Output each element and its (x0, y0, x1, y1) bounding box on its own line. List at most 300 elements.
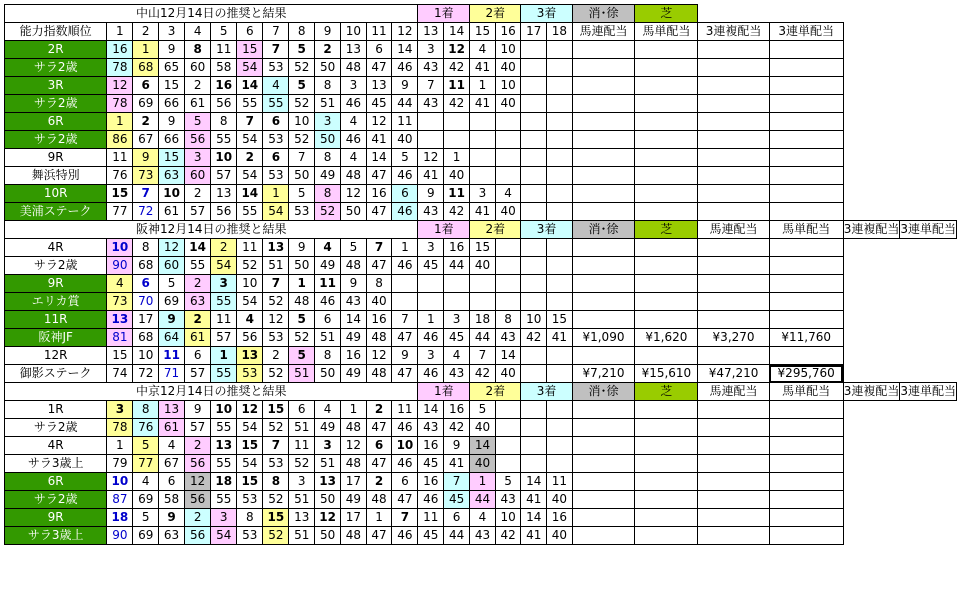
ability-index[interactable]: 48 (289, 293, 315, 311)
horse-number[interactable]: 2 (185, 275, 211, 293)
ability-index[interactable]: 46 (418, 365, 444, 383)
horse-number[interactable]: 4 (495, 185, 521, 203)
ability-index[interactable]: 78 (107, 59, 133, 77)
payout-spacer[interactable] (769, 509, 843, 527)
empty-cell[interactable] (470, 131, 496, 149)
race-name[interactable]: エリカ賞 (5, 293, 107, 311)
horse-number[interactable]: 11 (211, 41, 237, 59)
race-number[interactable]: 10R (5, 185, 107, 203)
ability-index[interactable]: 51 (289, 491, 315, 509)
ability-index[interactable]: 51 (289, 365, 315, 383)
empty-cell[interactable] (521, 77, 547, 95)
ability-index[interactable]: 52 (237, 257, 263, 275)
horse-number[interactable]: 11 (211, 311, 237, 329)
ability-index[interactable]: 40 (392, 131, 418, 149)
ability-index[interactable]: 74 (107, 365, 133, 383)
ability-index[interactable]: 77 (133, 455, 159, 473)
payout-value[interactable]: ¥7,210 (572, 365, 635, 383)
payout-spacer[interactable] (572, 311, 635, 329)
empty-cell[interactable] (495, 113, 521, 131)
payout-spacer[interactable] (572, 401, 635, 419)
payout-value[interactable] (572, 455, 635, 473)
horse-number[interactable]: 14 (392, 41, 418, 59)
ability-index[interactable]: 50 (315, 59, 341, 77)
payout-spacer[interactable] (698, 185, 769, 203)
horse-number[interactable]: 11 (159, 347, 185, 365)
horse-number[interactable]: 13 (341, 41, 367, 59)
horse-number[interactable]: 6 (159, 473, 185, 491)
ability-index[interactable]: 47 (366, 419, 392, 437)
ability-index[interactable]: 42 (444, 203, 470, 221)
payout-value[interactable] (572, 491, 635, 509)
horse-number[interactable]: 1 (366, 509, 392, 527)
ability-index[interactable]: 40 (495, 95, 521, 113)
ability-index[interactable]: 45 (418, 527, 444, 545)
horse-number[interactable]: 2 (185, 437, 211, 455)
horse-number[interactable]: 6 (263, 113, 289, 131)
empty-cell[interactable] (547, 365, 573, 383)
payout-spacer[interactable] (635, 77, 698, 95)
horse-number[interactable]: 11 (444, 185, 470, 203)
race-name[interactable]: 阪神JF (5, 329, 107, 347)
empty-cell[interactable] (521, 203, 547, 221)
horse-number[interactable]: 5 (392, 149, 418, 167)
horse-number[interactable]: 3 (444, 311, 470, 329)
ability-index[interactable]: 51 (315, 329, 341, 347)
payout-spacer[interactable] (769, 473, 843, 491)
empty-cell[interactable] (444, 275, 470, 293)
ability-index[interactable]: 43 (444, 365, 470, 383)
horse-number[interactable]: 17 (341, 473, 367, 491)
empty-cell[interactable] (521, 401, 547, 419)
ability-index[interactable]: 46 (392, 59, 418, 77)
race-number[interactable]: 4R (5, 239, 107, 257)
empty-cell[interactable] (521, 455, 547, 473)
ability-index[interactable]: 57 (185, 365, 211, 383)
horse-number[interactable]: 2 (263, 347, 289, 365)
ability-index[interactable]: 63 (185, 293, 211, 311)
empty-cell[interactable] (418, 293, 444, 311)
horse-number[interactable]: 9 (444, 437, 470, 455)
ability-index[interactable]: 47 (392, 365, 418, 383)
horse-number[interactable]: 4 (470, 509, 496, 527)
horse-number[interactable]: 8 (237, 509, 263, 527)
payout-spacer[interactable] (635, 311, 698, 329)
payout-value[interactable] (769, 131, 843, 149)
horse-number[interactable]: 10 (495, 41, 521, 59)
ability-index[interactable]: 69 (133, 527, 159, 545)
ability-index[interactable]: 54 (211, 257, 237, 275)
horse-number[interactable]: 1 (470, 473, 496, 491)
horse-number[interactable]: 4 (315, 401, 341, 419)
empty-cell[interactable] (521, 347, 547, 365)
ability-index[interactable]: 52 (263, 365, 289, 383)
payout-value[interactable] (698, 95, 769, 113)
horse-number[interactable]: 16 (107, 41, 133, 59)
horse-number[interactable]: 2 (185, 509, 211, 527)
race-number[interactable]: 11R (5, 311, 107, 329)
payout-spacer[interactable] (769, 275, 843, 293)
payout-spacer[interactable] (698, 311, 769, 329)
empty-cell[interactable] (547, 419, 573, 437)
empty-cell[interactable] (470, 113, 496, 131)
horse-number[interactable]: 13 (211, 185, 237, 203)
horse-number[interactable]: 15 (263, 509, 289, 527)
empty-cell[interactable] (547, 113, 573, 131)
empty-cell[interactable] (495, 437, 521, 455)
empty-cell[interactable] (547, 347, 573, 365)
ability-index[interactable]: 52 (289, 59, 315, 77)
payout-spacer[interactable] (635, 239, 698, 257)
horse-number[interactable]: 4 (444, 347, 470, 365)
ability-index[interactable]: 69 (159, 293, 185, 311)
horse-number[interactable]: 5 (159, 275, 185, 293)
ability-index[interactable]: 45 (366, 95, 392, 113)
horse-number[interactable]: 3 (211, 275, 237, 293)
payout-value[interactable] (769, 59, 843, 77)
payout-spacer[interactable] (769, 185, 843, 203)
horse-number[interactable]: 13 (315, 473, 341, 491)
payout-spacer[interactable] (769, 113, 843, 131)
horse-number[interactable]: 14 (495, 347, 521, 365)
horse-number[interactable]: 18 (470, 311, 496, 329)
horse-number[interactable]: 9 (289, 239, 315, 257)
horse-number[interactable]: 3 (418, 41, 444, 59)
horse-number[interactable]: 5 (289, 77, 315, 95)
ability-index[interactable]: 52 (289, 131, 315, 149)
payout-spacer[interactable] (572, 185, 635, 203)
empty-cell[interactable] (444, 293, 470, 311)
ability-index[interactable]: 40 (470, 419, 496, 437)
ability-index[interactable]: 69 (133, 95, 159, 113)
horse-number[interactable]: 13 (366, 77, 392, 95)
horse-number[interactable]: 12 (444, 41, 470, 59)
race-name[interactable]: サラ3歳上 (5, 455, 107, 473)
ability-index[interactable]: 54 (237, 419, 263, 437)
ability-index[interactable]: 42 (444, 59, 470, 77)
ability-index[interactable]: 81 (107, 329, 133, 347)
ability-index[interactable]: 40 (470, 455, 496, 473)
empty-cell[interactable] (521, 437, 547, 455)
empty-cell[interactable] (547, 275, 573, 293)
horse-number[interactable]: 10 (495, 509, 521, 527)
empty-cell[interactable] (392, 293, 418, 311)
payout-value[interactable] (635, 131, 698, 149)
horse-number[interactable]: 7 (237, 113, 263, 131)
horse-number[interactable]: 11 (289, 437, 315, 455)
ability-index[interactable]: 48 (341, 167, 367, 185)
horse-number[interactable]: 15 (237, 437, 263, 455)
horse-number[interactable]: 1 (289, 275, 315, 293)
ability-index[interactable]: 53 (237, 491, 263, 509)
payout-spacer[interactable] (572, 113, 635, 131)
empty-cell[interactable] (418, 113, 444, 131)
ability-index[interactable]: 55 (211, 419, 237, 437)
horse-number[interactable]: 10 (159, 185, 185, 203)
horse-number[interactable]: 8 (315, 77, 341, 95)
ability-index[interactable]: 61 (159, 203, 185, 221)
horse-number[interactable]: 10 (237, 275, 263, 293)
payout-value[interactable]: ¥15,610 (635, 365, 698, 383)
race-number[interactable]: 9R (5, 275, 107, 293)
payout-value[interactable] (769, 203, 843, 221)
ability-index[interactable]: 55 (211, 131, 237, 149)
payout-value[interactable] (769, 527, 843, 545)
ability-index[interactable]: 55 (185, 257, 211, 275)
ability-index[interactable]: 43 (418, 203, 444, 221)
empty-cell[interactable] (547, 455, 573, 473)
horse-number[interactable]: 15 (237, 41, 263, 59)
horse-number[interactable]: 2 (185, 311, 211, 329)
ability-index[interactable]: 90 (107, 257, 133, 275)
ability-index[interactable]: 55 (211, 455, 237, 473)
ability-index[interactable]: 54 (237, 293, 263, 311)
ability-index[interactable]: 60 (185, 167, 211, 185)
horse-number[interactable]: 5 (289, 311, 315, 329)
horse-number[interactable]: 14 (521, 509, 547, 527)
empty-cell[interactable] (495, 257, 521, 275)
horse-number[interactable]: 11 (418, 509, 444, 527)
ability-index[interactable]: 52 (315, 203, 341, 221)
ability-index[interactable]: 43 (418, 419, 444, 437)
payout-spacer[interactable] (635, 347, 698, 365)
ability-index[interactable]: 52 (289, 95, 315, 113)
ability-index[interactable]: 44 (470, 491, 496, 509)
ability-index[interactable]: 42 (444, 95, 470, 113)
ability-index[interactable]: 63 (159, 167, 185, 185)
horse-number[interactable]: 10 (495, 77, 521, 95)
horse-number[interactable]: 4 (263, 77, 289, 95)
horse-number[interactable]: 4 (237, 311, 263, 329)
horse-number[interactable]: 10 (521, 311, 547, 329)
horse-number[interactable]: 1 (470, 77, 496, 95)
horse-number[interactable]: 5 (289, 185, 315, 203)
horse-number[interactable]: 18 (211, 473, 237, 491)
ability-index[interactable]: 43 (418, 59, 444, 77)
ability-index[interactable]: 64 (159, 329, 185, 347)
horse-number[interactable]: 10 (107, 239, 133, 257)
horse-number[interactable]: 11 (315, 275, 341, 293)
payout-value[interactable]: ¥3,270 (698, 329, 769, 347)
ability-index[interactable]: 41 (366, 131, 392, 149)
ability-index[interactable]: 40 (495, 59, 521, 77)
ability-index[interactable]: 41 (470, 203, 496, 221)
ability-index[interactable]: 72 (133, 203, 159, 221)
empty-cell[interactable] (547, 59, 573, 77)
payout-value[interactable] (769, 293, 843, 311)
ability-index[interactable]: 76 (107, 167, 133, 185)
payout-value[interactable]: ¥295,760 (769, 365, 843, 383)
payout-value[interactable] (572, 131, 635, 149)
payout-spacer[interactable] (698, 347, 769, 365)
horse-number[interactable]: 9 (392, 77, 418, 95)
payout-spacer[interactable] (769, 437, 843, 455)
horse-number[interactable]: 13 (237, 347, 263, 365)
horse-number[interactable]: 7 (263, 437, 289, 455)
horse-number[interactable]: 10 (133, 347, 159, 365)
horse-number[interactable]: 13 (289, 509, 315, 527)
empty-cell[interactable] (521, 149, 547, 167)
ability-index[interactable]: 52 (289, 455, 315, 473)
payout-value[interactable] (698, 59, 769, 77)
race-name[interactable]: 御影ステーク (5, 365, 107, 383)
ability-index[interactable]: 48 (341, 455, 367, 473)
ability-index[interactable]: 42 (495, 527, 521, 545)
ability-index[interactable]: 57 (211, 329, 237, 347)
payout-spacer[interactable] (698, 437, 769, 455)
empty-cell[interactable] (470, 293, 496, 311)
ability-index[interactable]: 54 (237, 59, 263, 77)
payout-spacer[interactable] (572, 473, 635, 491)
ability-index[interactable]: 55 (237, 203, 263, 221)
horse-number[interactable]: 6 (366, 437, 392, 455)
ability-index[interactable]: 61 (185, 95, 211, 113)
payout-value[interactable] (572, 167, 635, 185)
ability-index[interactable]: 57 (185, 203, 211, 221)
horse-number[interactable]: 14 (470, 437, 496, 455)
horse-number[interactable]: 5 (341, 239, 367, 257)
ability-index[interactable]: 53 (237, 527, 263, 545)
payout-spacer[interactable] (698, 239, 769, 257)
ability-index[interactable]: 53 (263, 455, 289, 473)
empty-cell[interactable] (547, 41, 573, 59)
empty-cell[interactable] (521, 257, 547, 275)
horse-number[interactable]: 15 (547, 311, 573, 329)
race-number[interactable]: 6R (5, 113, 107, 131)
empty-cell[interactable] (521, 275, 547, 293)
horse-number[interactable]: 16 (547, 509, 573, 527)
empty-cell[interactable] (418, 275, 444, 293)
horse-number[interactable]: 15 (263, 401, 289, 419)
ability-index[interactable]: 41 (418, 167, 444, 185)
ability-index[interactable]: 46 (418, 329, 444, 347)
payout-value[interactable] (698, 293, 769, 311)
ability-index[interactable]: 68 (133, 257, 159, 275)
race-name[interactable]: 舞浜特別 (5, 167, 107, 185)
ability-index[interactable]: 42 (444, 419, 470, 437)
horse-number[interactable]: 1 (263, 185, 289, 203)
ability-index[interactable]: 48 (341, 419, 367, 437)
horse-number[interactable]: 1 (133, 41, 159, 59)
horse-number[interactable]: 2 (366, 473, 392, 491)
payout-spacer[interactable] (635, 149, 698, 167)
ability-index[interactable]: 46 (315, 293, 341, 311)
ability-index[interactable]: 48 (366, 491, 392, 509)
horse-number[interactable]: 6 (392, 185, 418, 203)
ability-index[interactable]: 43 (495, 491, 521, 509)
horse-number[interactable]: 16 (341, 347, 367, 365)
ability-index[interactable]: 56 (185, 455, 211, 473)
horse-number[interactable]: 3 (341, 77, 367, 95)
ability-index[interactable]: 90 (107, 527, 133, 545)
payout-value[interactable] (572, 203, 635, 221)
ability-index[interactable]: 56 (211, 95, 237, 113)
payout-value[interactable] (698, 131, 769, 149)
horse-number[interactable]: 7 (263, 41, 289, 59)
payout-value[interactable]: ¥1,620 (635, 329, 698, 347)
empty-cell[interactable] (521, 167, 547, 185)
ability-index[interactable]: 61 (185, 329, 211, 347)
ability-index[interactable]: 53 (289, 203, 315, 221)
horse-number[interactable]: 10 (211, 401, 237, 419)
horse-number[interactable]: 2 (185, 185, 211, 203)
payout-spacer[interactable] (635, 185, 698, 203)
payout-spacer[interactable] (769, 239, 843, 257)
ability-index[interactable]: 47 (392, 329, 418, 347)
ability-index[interactable]: 51 (263, 257, 289, 275)
horse-number[interactable]: 13 (263, 239, 289, 257)
empty-cell[interactable] (521, 365, 547, 383)
horse-number[interactable]: 16 (366, 311, 392, 329)
horse-number[interactable]: 7 (470, 347, 496, 365)
horse-number[interactable]: 1 (392, 239, 418, 257)
horse-number[interactable]: 16 (418, 473, 444, 491)
horse-number[interactable]: 9 (185, 401, 211, 419)
horse-number[interactable]: 3 (289, 473, 315, 491)
race-number[interactable]: 12R (5, 347, 107, 365)
empty-cell[interactable] (495, 275, 521, 293)
ability-index[interactable]: 49 (315, 167, 341, 185)
horse-number[interactable]: 4 (470, 41, 496, 59)
payout-value[interactable] (572, 59, 635, 77)
horse-number[interactable]: 4 (159, 437, 185, 455)
ability-index[interactable]: 47 (366, 527, 392, 545)
ability-index[interactable]: 51 (289, 527, 315, 545)
horse-number[interactable]: 15 (237, 473, 263, 491)
empty-cell[interactable] (418, 131, 444, 149)
horse-number[interactable]: 8 (211, 113, 237, 131)
ability-index[interactable]: 44 (470, 329, 496, 347)
payout-spacer[interactable] (572, 509, 635, 527)
horse-number[interactable]: 12 (237, 401, 263, 419)
horse-number[interactable]: 1 (418, 311, 444, 329)
ability-index[interactable]: 50 (315, 365, 341, 383)
horse-number[interactable]: 9 (159, 311, 185, 329)
horse-number[interactable]: 4 (133, 473, 159, 491)
horse-number[interactable]: 15 (107, 347, 133, 365)
horse-number[interactable]: 15 (159, 77, 185, 95)
race-number[interactable]: 9R (5, 509, 107, 527)
horse-number[interactable]: 6 (289, 401, 315, 419)
payout-spacer[interactable] (698, 275, 769, 293)
payout-value[interactable] (698, 491, 769, 509)
horse-number[interactable]: 1 (107, 113, 133, 131)
empty-cell[interactable] (521, 113, 547, 131)
race-number[interactable]: 4R (5, 437, 107, 455)
payout-value[interactable] (769, 167, 843, 185)
horse-number[interactable]: 6 (315, 311, 341, 329)
ability-index[interactable]: 72 (133, 365, 159, 383)
ability-index[interactable]: 78 (107, 419, 133, 437)
horse-number[interactable]: 8 (315, 149, 341, 167)
empty-cell[interactable] (547, 77, 573, 95)
payout-value[interactable] (635, 167, 698, 185)
payout-value[interactable] (698, 527, 769, 545)
race-number[interactable]: 6R (5, 473, 107, 491)
horse-number[interactable]: 9 (133, 149, 159, 167)
payout-value[interactable] (698, 419, 769, 437)
payout-value[interactable] (635, 491, 698, 509)
ability-index[interactable]: 79 (107, 455, 133, 473)
payout-spacer[interactable] (635, 509, 698, 527)
empty-cell[interactable] (444, 113, 470, 131)
horse-number[interactable]: 5 (185, 113, 211, 131)
ability-index[interactable]: 67 (159, 455, 185, 473)
payout-value[interactable] (572, 527, 635, 545)
horse-number[interactable]: 5 (289, 347, 315, 365)
horse-number[interactable]: 6 (366, 41, 392, 59)
horse-number[interactable]: 6 (133, 77, 159, 95)
